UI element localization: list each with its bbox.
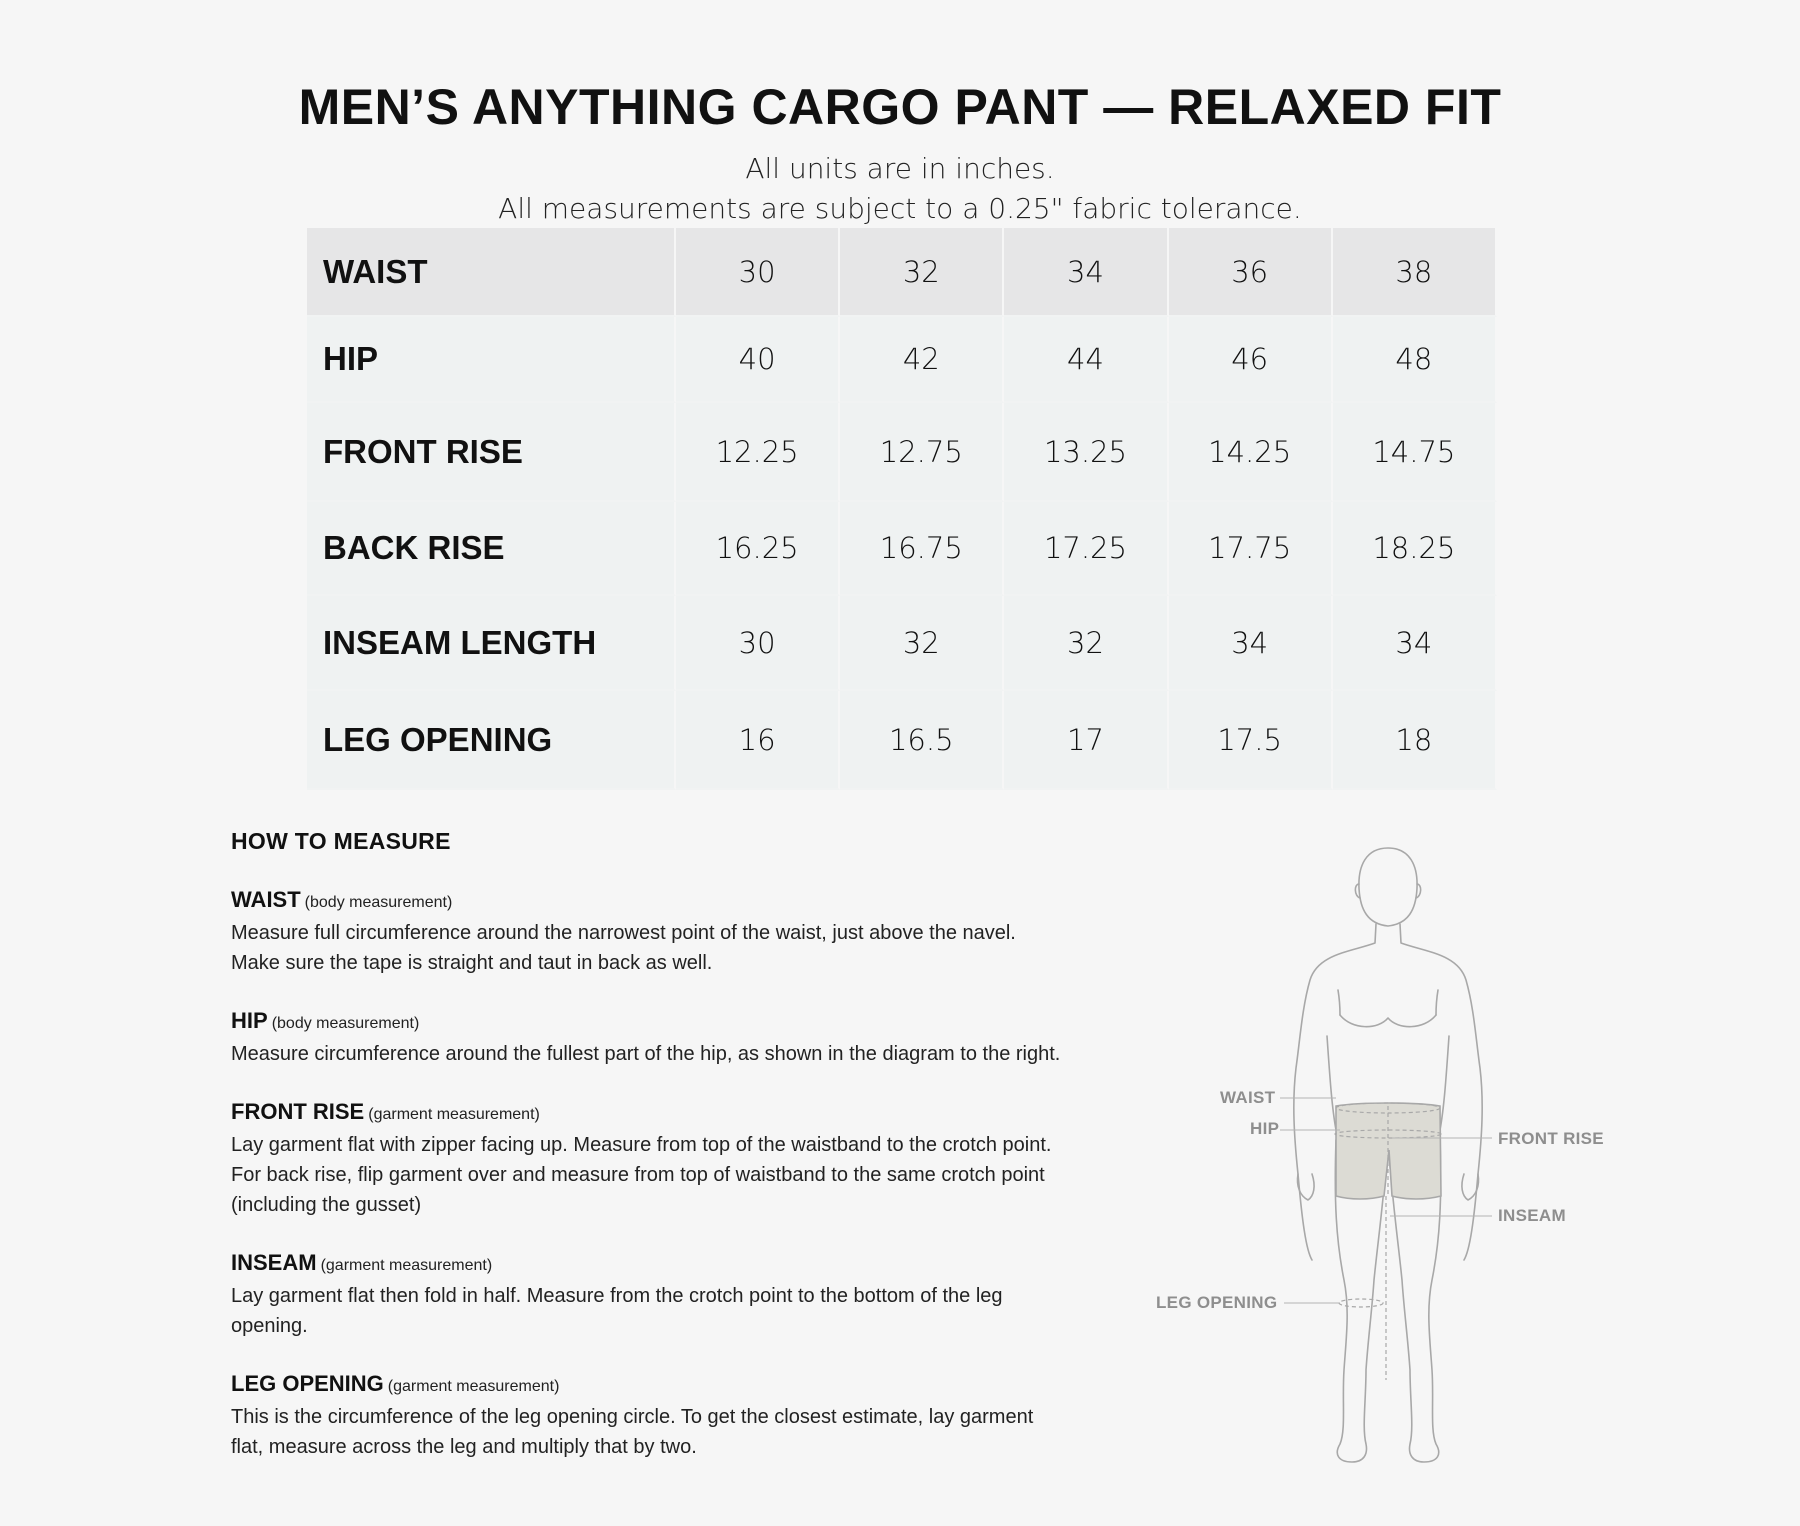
table-cell: 17.75	[1169, 502, 1333, 596]
diagram-label-waist: WAIST	[1220, 1088, 1276, 1107]
table-cell: 46	[1169, 317, 1333, 403]
measure-note: (garment measurement)	[387, 1378, 560, 1395]
table-cell: 14.75	[1333, 403, 1497, 502]
measure-note: (body measurement)	[304, 894, 453, 911]
table-cell: 16.75	[840, 502, 1004, 596]
table-cell: 17.25	[1004, 502, 1168, 596]
table-row-hip	[307, 317, 1497, 403]
row-label: HIP	[307, 317, 676, 403]
diagram-label-hip: HIP	[1250, 1119, 1280, 1138]
row-label: FRONT RISE	[307, 403, 676, 502]
table-cell: 40	[676, 317, 840, 403]
table-cell: 18.25	[1333, 502, 1497, 596]
table-cell: 13.25	[1004, 403, 1168, 502]
row-label: LEG OPENING	[307, 691, 676, 790]
table-row-waist	[307, 228, 1497, 317]
measure-note: (garment measurement)	[320, 1257, 493, 1274]
units-note: All units are in inches.	[745, 152, 1055, 185]
table-cell: 32	[1004, 596, 1168, 691]
measure-title: HIP	[231, 1008, 268, 1033]
diagram-label-inseam: INSEAM	[1498, 1206, 1566, 1225]
measure-description: Lay garment flat with zipper facing up. Measure from top of the waistband to the crotch point. For back rise, flip garment over and measure from top of waistband to the same crotch point (including the gusset)	[231, 1134, 1052, 1216]
table-cell: 38	[1333, 228, 1497, 317]
measure-description: Lay garment flat then fold in half. Measure from the crotch point to the bottom of the leg opening.	[231, 1285, 1003, 1337]
page-title: MEN’S ANYTHING CARGO PANT — RELAXED FIT	[298, 79, 1502, 135]
row-label: WAIST	[307, 228, 676, 317]
table-cell: 30	[676, 596, 840, 691]
table-row-leg-opening	[307, 691, 1497, 790]
table-cell: 12.75	[840, 403, 1004, 502]
table-cell: 48	[1333, 317, 1497, 403]
table-row-inseam-length	[307, 596, 1497, 691]
measure-title: WAIST	[231, 887, 301, 912]
table-cell: 17	[1004, 691, 1168, 790]
diagram-label-leg-opening: LEG OPENING	[1156, 1293, 1278, 1312]
measure-item-leg-opening	[231, 1369, 1061, 1462]
measure-item-front-rise	[231, 1097, 1061, 1220]
table-cell: 32	[840, 596, 1004, 691]
measure-description: Measure circumference around the fullest part of the hip, as shown in the diagram to the right.	[231, 1043, 1061, 1065]
measure-title: LEG OPENING	[231, 1371, 384, 1396]
table-cell: 34	[1169, 596, 1333, 691]
table-cell: 42	[840, 317, 1004, 403]
table-cell: 34	[1004, 228, 1168, 317]
table-cell: 32	[840, 228, 1004, 317]
row-label: INSEAM LENGTH	[307, 596, 676, 691]
table-cell: 36	[1169, 228, 1333, 317]
how-to-measure-heading: HOW TO MEASURE	[231, 828, 451, 854]
table-cell: 12.25	[676, 403, 840, 502]
table-cell: 30	[676, 228, 840, 317]
how-to-measure-section	[231, 828, 1061, 1490]
body-figure-illustration	[1140, 840, 1660, 1480]
table-cell: 16.5	[840, 691, 1004, 790]
measure-item-inseam	[231, 1248, 1061, 1341]
table-cell: 34	[1333, 596, 1497, 691]
row-label: BACK RISE	[307, 502, 676, 596]
measure-title: INSEAM	[231, 1250, 317, 1275]
table-cell: 18	[1333, 691, 1497, 790]
table-row-front-rise	[307, 403, 1497, 502]
measure-title: FRONT RISE	[231, 1099, 365, 1124]
measure-description: Measure full circumference around the narrowest point of the waist, just above the navel. Make sure the tape is straight and taut in back as well.	[231, 922, 1016, 974]
measure-note: (body measurement)	[271, 1015, 420, 1032]
table-cell: 44	[1004, 317, 1168, 403]
measure-note: (garment measurement)	[368, 1106, 540, 1123]
table-row-back-rise	[307, 502, 1497, 596]
table-cell: 16.25	[676, 502, 840, 596]
size-chart-table	[307, 228, 1497, 790]
diagram-label-front-rise: FRONT RISE	[1498, 1129, 1604, 1148]
measure-item-hip	[231, 1006, 1061, 1069]
tolerance-note: All measurements are subject to a 0.25" fabric tolerance.	[498, 192, 1302, 225]
measure-item-waist	[231, 885, 1061, 978]
measure-description: This is the circumference of the leg opening circle. To get the closest estimate, lay garment flat, measure across the leg and multiply that by two.	[231, 1406, 1034, 1458]
table-cell: 16	[676, 691, 840, 790]
table-cell: 17.5	[1169, 691, 1333, 790]
table-cell: 14.25	[1169, 403, 1333, 502]
body-measurement-diagram	[1140, 840, 1660, 1480]
